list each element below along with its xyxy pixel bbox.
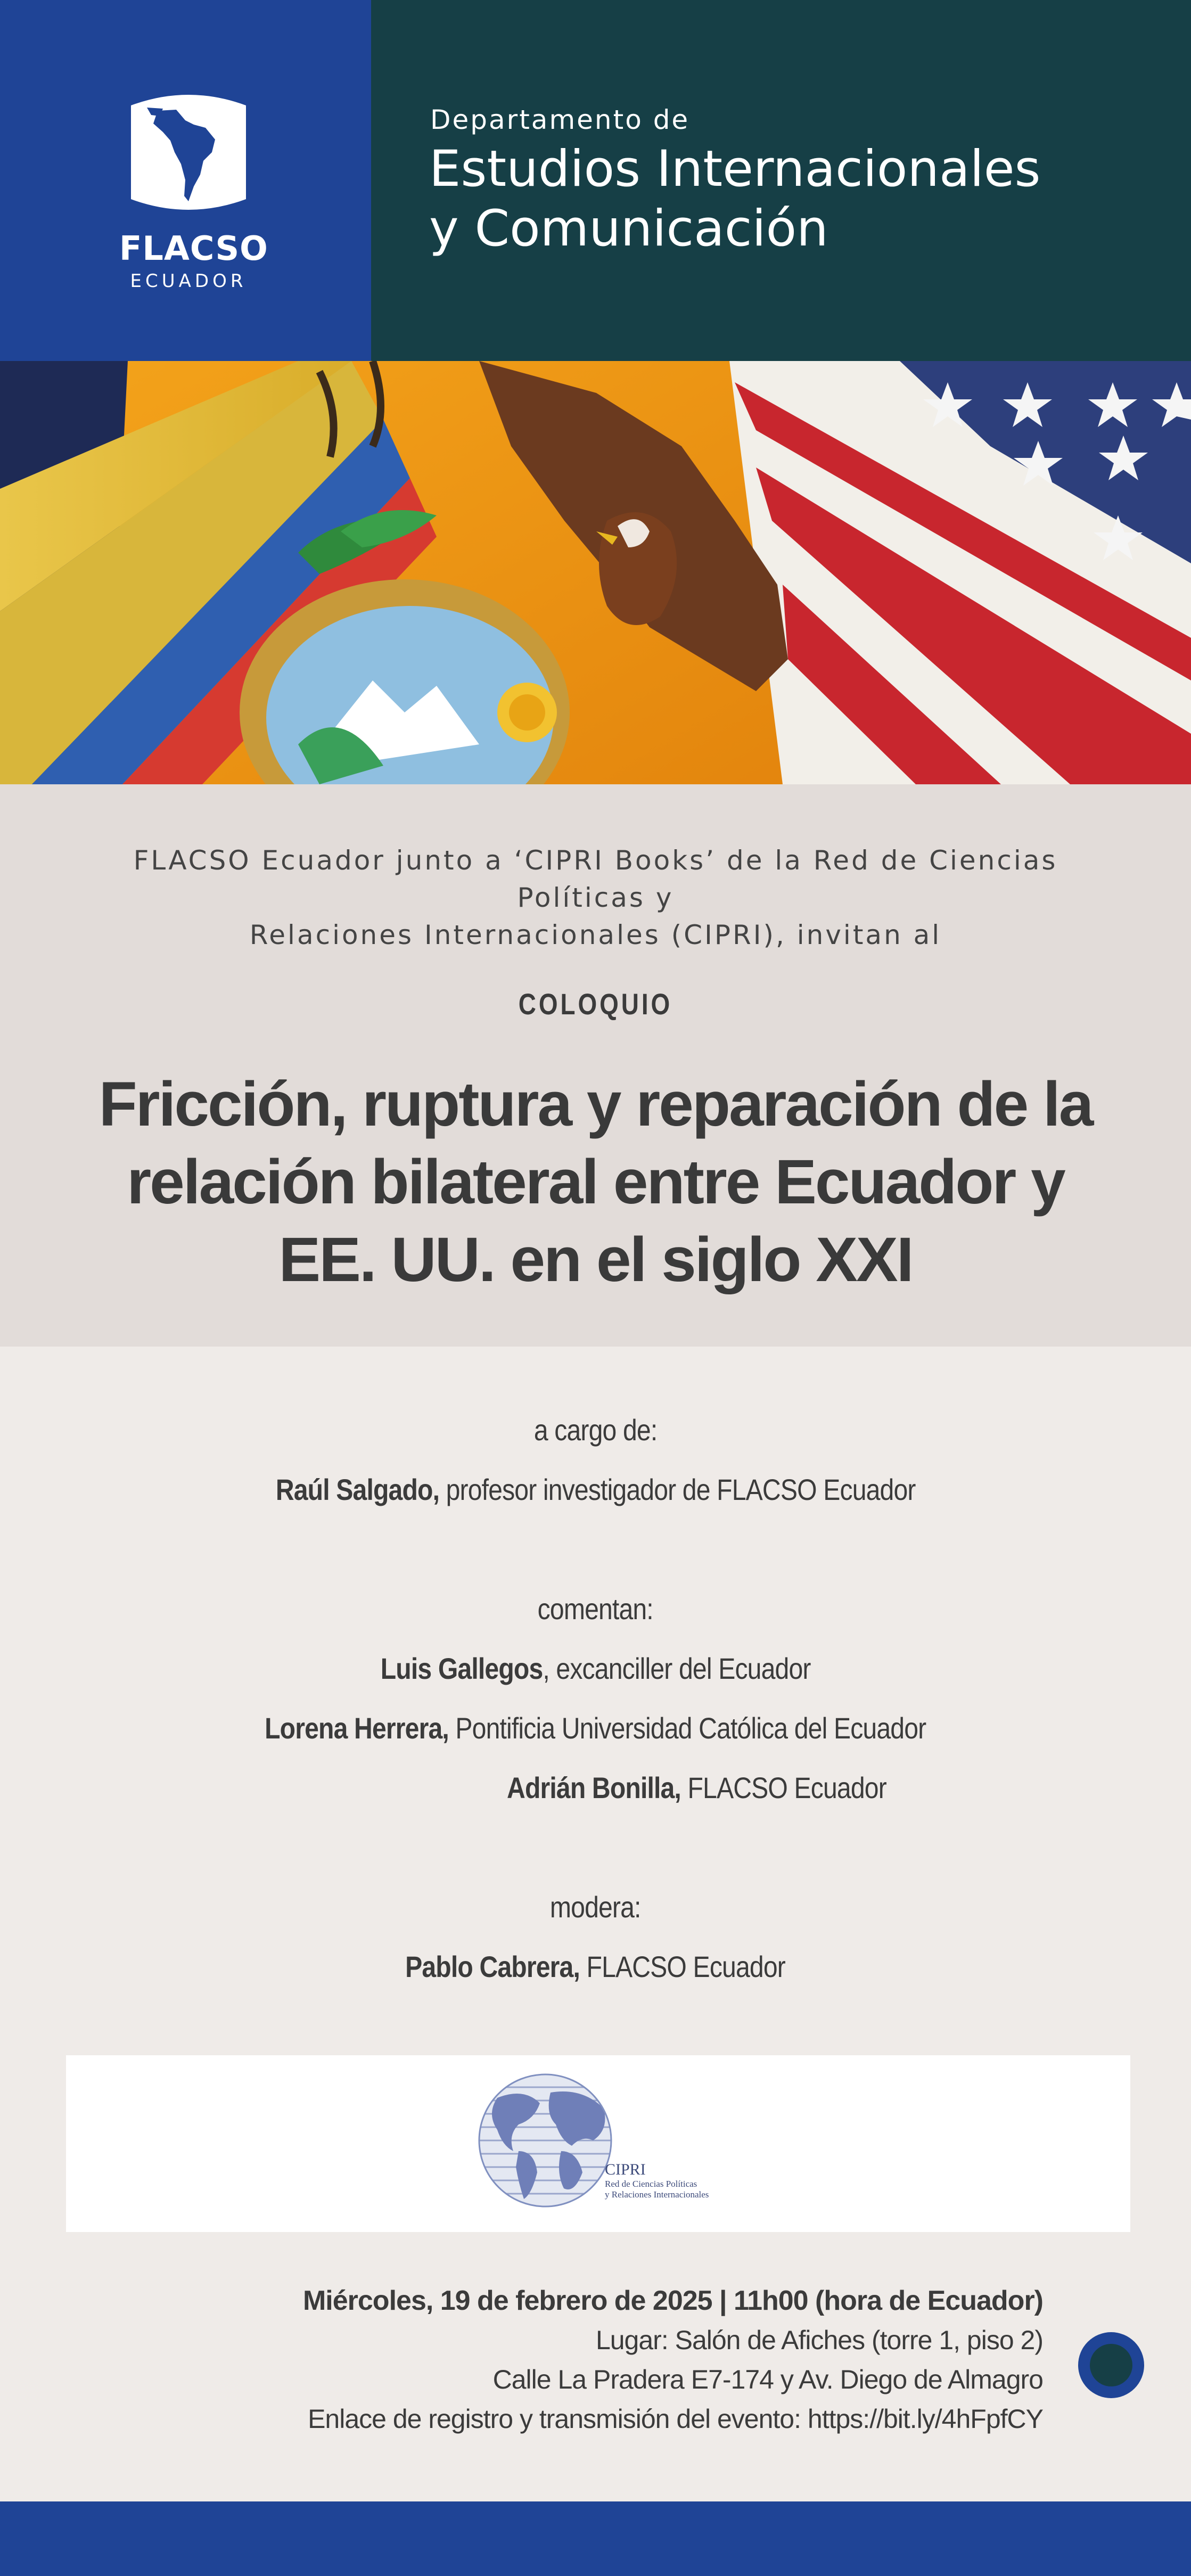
event-title-line-3: EE. UU. en el siglo XXI <box>278 1225 913 1295</box>
event-title-line-2: relación bilateral entre Ecuador y <box>127 1147 1064 1217</box>
header <box>0 0 1191 361</box>
flacso-logo <box>119 89 268 297</box>
presenter-name: Raúl Salgado, <box>275 1473 439 1506</box>
partner-name: CIPRI <box>605 2161 646 2178</box>
moderator-line <box>0 1949 1191 1984</box>
logo-subtext: ECUADOR <box>130 270 247 292</box>
commentator-role: , excanciller del Ecuador <box>543 1652 811 1685</box>
flags-illustration <box>0 361 1191 784</box>
circle-badge-icon <box>1078 2332 1144 2398</box>
latin-america-map-icon <box>126 89 251 215</box>
commentator-name: Adrián Bonilla, <box>507 1771 681 1804</box>
event-address: Calle La Pradera E7-174 y Av. Diego de Almagro <box>492 2365 1043 2394</box>
commentators-heading: comentan: <box>537 1592 654 1626</box>
commentator-line <box>0 1711 1191 1745</box>
department-prefix: Departamento de <box>430 104 690 135</box>
commentator-line <box>0 1770 1191 1805</box>
intro-section <box>0 784 1191 1347</box>
presenter-line <box>0 1472 1191 1507</box>
logo-text: FLACSO <box>119 229 268 268</box>
commentator-role: Pontificia Universidad Católica del Ecuador <box>449 1711 926 1745</box>
presenter-heading: a cargo de: <box>533 1413 658 1447</box>
event-title-line-1: Fricción, ruptura y reparación de la <box>98 1069 1093 1139</box>
moderator-role: FLACSO Ecuador <box>580 1950 786 1983</box>
event-date-time: Miércoles, 19 de febrero de 2025 | 11h00 (hora de Ecuador) <box>302 2285 1043 2316</box>
moderator-name: Pablo Cabrera, <box>405 1950 580 1983</box>
commentator-name: Lorena Herrera, <box>265 1711 449 1745</box>
invitation-line-1: FLACSO Ecuador junto a ‘CIPRI Books’ de la Red de Ciencias Políticas y <box>133 845 1058 913</box>
commentator-name: Luis Gallegos <box>380 1652 543 1685</box>
commentator-line <box>0 1651 1191 1686</box>
department-line-1: Estudios Internacionales <box>429 140 1041 198</box>
commentator-role: FLACSO Ecuador <box>681 1771 886 1804</box>
event-registration-link[interactable]: Enlace de registro y transmisión del evento: https://bit.ly/4hFpfCY <box>308 2404 1043 2434</box>
globe-icon <box>476 2071 614 2210</box>
event-venue: Lugar: Salón de Afiches (torre 1, piso 2) <box>595 2325 1043 2355</box>
presenter-role: profesor investigador de FLACSO Ecuador <box>439 1473 916 1506</box>
partner-subtitle: Red de Ciencias Políticas y Relaciones Internacionales <box>605 2179 709 2200</box>
event-type: COLOQUIO <box>518 987 673 1021</box>
department-line-2: y Comunicación <box>429 200 828 258</box>
event-details <box>303 2281 1043 2439</box>
badge-inner <box>1090 2344 1132 2386</box>
invitation-line-2: Relaciones Internacionales (CIPRI), invitan al <box>249 920 942 950</box>
invitation-text <box>85 842 1106 954</box>
footer-bar <box>0 2501 1191 2576</box>
partner-logo-box <box>66 2055 1130 2232</box>
department-name <box>429 140 1164 259</box>
moderator-heading: modera: <box>550 1890 641 1924</box>
header-logo-panel <box>0 0 371 361</box>
event-title <box>85 1065 1106 1299</box>
flags-photo <box>0 361 1191 784</box>
